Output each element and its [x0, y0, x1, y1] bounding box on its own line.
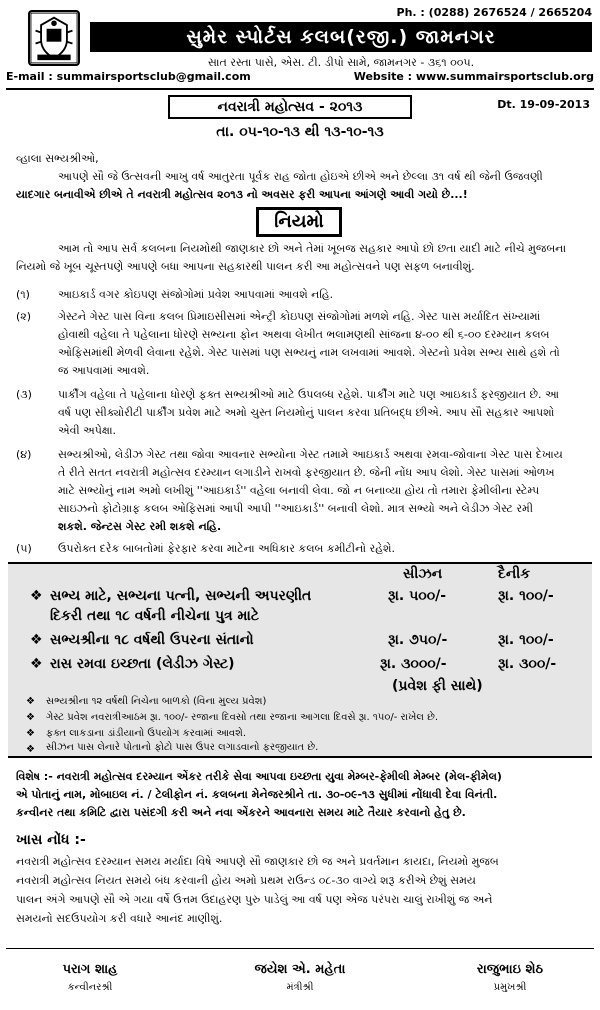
crest-icon [30, 12, 78, 64]
rule-text: સભ્યશ્રીઓ, લેડીઝ ગેસ્ટ તથા જોવા આવનાર સભ્યોના ગેસ્ટ તમામે આઇકાર્ડ અથવા રમવા-જોવાના ગેસ્ટ પાસ દેખાય તે રીતે સતત નવરાત્રી મહોત્સવ દરમ્યાન લગાડીને રાખવો ફરજીયાત છે. જેની નોંધ આપ લેશો. ગેસ્ટ પાસમાં ઓળખ માટે સભ્યોનું નામ અમો લખીશું ''આઇકાર્ડ'' વહેલા બનાવી લેવા. જો ન બનાવ્યા હોય તો તમારા ફેમીલીના સ્ટેમ્પ સાઇઝનો ફોટોગ્રાફ કલબ ઓફિસમાં આપી આપી ''આઇકાર્ડ'' બનાવી લેશો. માત્ર સભ્યો અને લેડીઝ ગેસ્ટ રમી શકશે. જેન્ટસ ગેસ્ટ રમી શકશે નહિ. [58, 448, 563, 533]
fee-row-label: દિકરી તથા ૧૮ વર્ષની નીચેના પુત્ર માટે [50, 608, 260, 624]
bullet-icon: ❖ [26, 712, 35, 723]
rule-number: (૧) [16, 288, 30, 301]
fee-note: ફક્ત લાકડાના ડાંડીયાનો ઉપયોગ કરવામાં આવશે. [46, 728, 247, 739]
fee-season: રૂા. ૩૦૦૦/- [380, 656, 447, 672]
fee-table [8, 562, 592, 758]
fee-daily: રૂા. ૩૦૦/- [498, 656, 557, 672]
important-note-text: નવરાત્રી મહોત્સવ દરમ્યાન સમય મર્યાદા વિષે આપણે સૌ જાણકાર છો જ અને પ્રવર્તમાન કાયદા, નિયમો મુજબ નવરાત્રી મહોત્સવ નિયત સમયે બંધ કરવાની હોય અમો પ્રથમ રાઉન્ડ ૦૮-૩૦ વાગ્યે શરૂ કરીએ છેશું સમય પાલન અંગે આપણે સૌ એ ગયા વર્ષે ઉત્તમ ઉદાહરણ પુરુ પાડેલું આ વર્ષ પણ એજ પરંપરા ચાલું રાખીશું જ અને સમયનો સદઉપયોગ કરી વધારે આનંદ માણીશું. [16, 855, 499, 925]
email-link[interactable]: E-mail : summairsportsclub@gmail.com [6, 70, 251, 83]
signature-role: મંત્રીશ્રી [286, 982, 314, 993]
header-divider [6, 88, 594, 90]
fee-note: ગેસ્ટ પ્રવેશ નવરાત્રીઆઠમ રૂા. ૧૦૦/- રજાના દિવસો તથા રજાના આગલા દિવસે રૂા. ૧૫૦/- રાખેલ છે. [46, 712, 439, 723]
signature-role: કન્વીનરશ્રી [67, 982, 113, 993]
fee-note: સીઝન પાસ લેનારે પોતાનો ફોટો પાસ ઉપર લગાડવાનો ફરજીયાત છે. [46, 742, 319, 753]
signature-role: પ્રમુખશ્રી [493, 982, 527, 993]
club-address: સાત રસ્તા પાસે, એસ. ટી. ડીપો સામે, જામનગર - ૩૬૧ ૦૦૫. [207, 56, 475, 69]
fee-daily: રૂા. ૧૦૦/- [498, 588, 554, 604]
season-header: સીઝન [403, 566, 443, 582]
bullet-icon: ❖ [30, 588, 43, 604]
special-notice: વિશેષ :- નવરાત્રી મહોત્સવ દરમ્યાન એંકર તરીકે સેવા આપવા ઇચ્છતા યુવા મેમ્બર-ફેમીલી મેમ્બર (મેલ-ફીમેલ) એ પોતાનું નામ, મોબાઇલ નં. / ટેલીફોન નં. કલબના મેનેજરશ્રીને તા. ૩૦-૦૯-૧૩ સુધીમાં નોંધાવી દેવા વિનંતી. કન્વીનર તથા કમિટિ દ્વારા પસંદગી કરી અને નવા એંકરને આવનારા સમય માટે તૈયાર કરવાનો હેતુ છે. [16, 770, 502, 819]
rule-number: (૩) [16, 388, 32, 401]
rule-number: (૫) [16, 542, 32, 555]
bullet-icon: ❖ [26, 696, 35, 707]
club-logo [28, 10, 80, 66]
rule-text: ઉપરોક્ત દરેક બાબતોમાં ફેરફાર કરવા માટેના અધિકાર કલબ કમીટીનો રહેશે. [58, 542, 395, 555]
website-link[interactable]: Website : www.summairsportsclub.org [353, 70, 594, 83]
fee-season: રૂા. ૫૦૦/- [388, 588, 447, 604]
rules-intro-1: આમ તો આપ સર્વ કલબના નિયમોથી જાણકાર છો અને તેમાં ખૂબજ સહકાર આપો છો છતા યાદી માટે નીચે મુજબના [58, 242, 567, 255]
rule-text: ગેસ્ટને ગેસ્ટ પાસ વિના કલબ પ્રિમાઇસીસમાં એન્ટ્રી કોઇપણ સંજોગોમાં મળશે નહિ. ગેસ્ટ પાસ મર્યાદિત સંખ્યામાં હોવાથી વહેલા તે પહેલાના ધોરણે સભ્યના ફોન અથવા લેખીત ભલામણથી સાંજના ૪-૦૦ થી ૬-૦૦ દરમ્યાન કલબ ઓફિસમાંથી મેળવી લેવાના રહેશે. ગેસ્ટ પાસમાં પણ સભ્યનું નામ લખવામાં આવશે. ગેસ્ટનો પ્રવેશ સભ્ય સાથે હશે તો જ આપવામાં આવશે. [58, 310, 560, 377]
fee-row-label: સભ્યશ્રીના ૧૮ વર્ષથી ઉપરના સંતાનો [50, 632, 254, 648]
signature-divider [6, 948, 594, 949]
entry-fee-note: (પ્રવેશ ફી સાથે) [392, 678, 483, 694]
fee-daily: રૂા. ૧૦૦/- [498, 632, 554, 648]
salutation: વ્હાલા સભ્યશ્રીઓ, [16, 152, 99, 165]
phone-numbers: Ph. : (0288) 2676524 / 2665204 [396, 6, 592, 19]
signature-name: રાજુભાઇ શેઠ [476, 962, 544, 977]
bullet-icon: ❖ [26, 728, 35, 739]
fee-season: રૂા. ૭૫૦/- [388, 632, 448, 648]
event-period: તા. ૦૫-૧૦-૧૩ થી ૧૩-૧૦-૧૩ [216, 124, 384, 140]
fee-note: સભ્યશ્રીના ૧૨ વર્ષથી નિચેના બાળકો (વિના મુલ્ય પ્રવેશ) [46, 696, 267, 707]
daily-header: દૈનીક [498, 566, 531, 582]
bullet-icon: ❖ [26, 744, 35, 755]
rules-heading: નિયમો [256, 207, 342, 237]
event-title: નવરાત્રી મહોત્સવ - ૨૦૧૩ [168, 95, 412, 119]
rule-number: (૨) [16, 310, 32, 323]
fee-row-label: રાસ રમવા ઇચ્છતા (લેડીઝ ગેસ્ટ) [50, 656, 235, 672]
signature-name: જયેશ એ. મહેતા [254, 962, 346, 977]
rule-number: (૪) [16, 448, 32, 461]
important-note-title: ખાસ નોંધ :- [16, 832, 86, 848]
bullet-icon: ❖ [30, 632, 43, 648]
club-title: સુમેર સ્પોર્ટસ કલબ(રજી.) જામનગર [90, 22, 592, 52]
rule-text: આઇકાર્ડ વગર કોઇપણ સંજોગોમાં પ્રવેશ આપવામાં આવશે નહિ. [58, 288, 334, 301]
rules-intro-2: નિયમો જે ખૂબ ચૂસ્તપણે આપણે બધા આપના સહકારથી પાલન કરી આ મહોત્સવને પણ સફળ બનાવીશું. [16, 260, 475, 273]
intro-line-2: યાદગાર બનાવીએ છીએ તે નવરાત્રી મહોત્સવ ૨૦૧૩ નો અવસર ફરી આપના આંગણે આવી ગયો છે...! [16, 188, 468, 201]
fee-row-label: સભ્ય માટે, સભ્યના પત્ની, સભ્યની અપરણીત [50, 588, 312, 604]
signature-name: પરાગ શાહ [62, 962, 118, 977]
issue-date: Dt. 19-09-2013 [497, 98, 590, 111]
contact-row [6, 70, 594, 83]
rule-text: પાર્કીંગ વહેલા તે પહેલાના ધોરણે ફક્ત સભ્યશ્રીઓ માટે ઉપલબ્ધ રહેશે. પાર્કીંગ માટે પણ આઇકાર્ડ ફરજીયાત છે. આ વર્ષ પણ સીક્યોરીટી પાર્કીંગ પ્રવેશ માટે અમો ચુસ્ત નિયમોનું પાલન કરવા પ્રતિબદ્ધ છીએ. આપ સૌ સહકાર આપશો એવી અપેક્ષા. [58, 388, 559, 437]
intro-line-1: આપણે સૌ જે ઉત્સવની આખુ વર્ષ આતુરતા પૂર્વક રાહ જોતા હોઇએ છીએ અને છેલ્લા ૩૧ વર્ષ થી જેની ઉજવણી [58, 170, 543, 183]
bullet-icon: ❖ [30, 656, 43, 672]
